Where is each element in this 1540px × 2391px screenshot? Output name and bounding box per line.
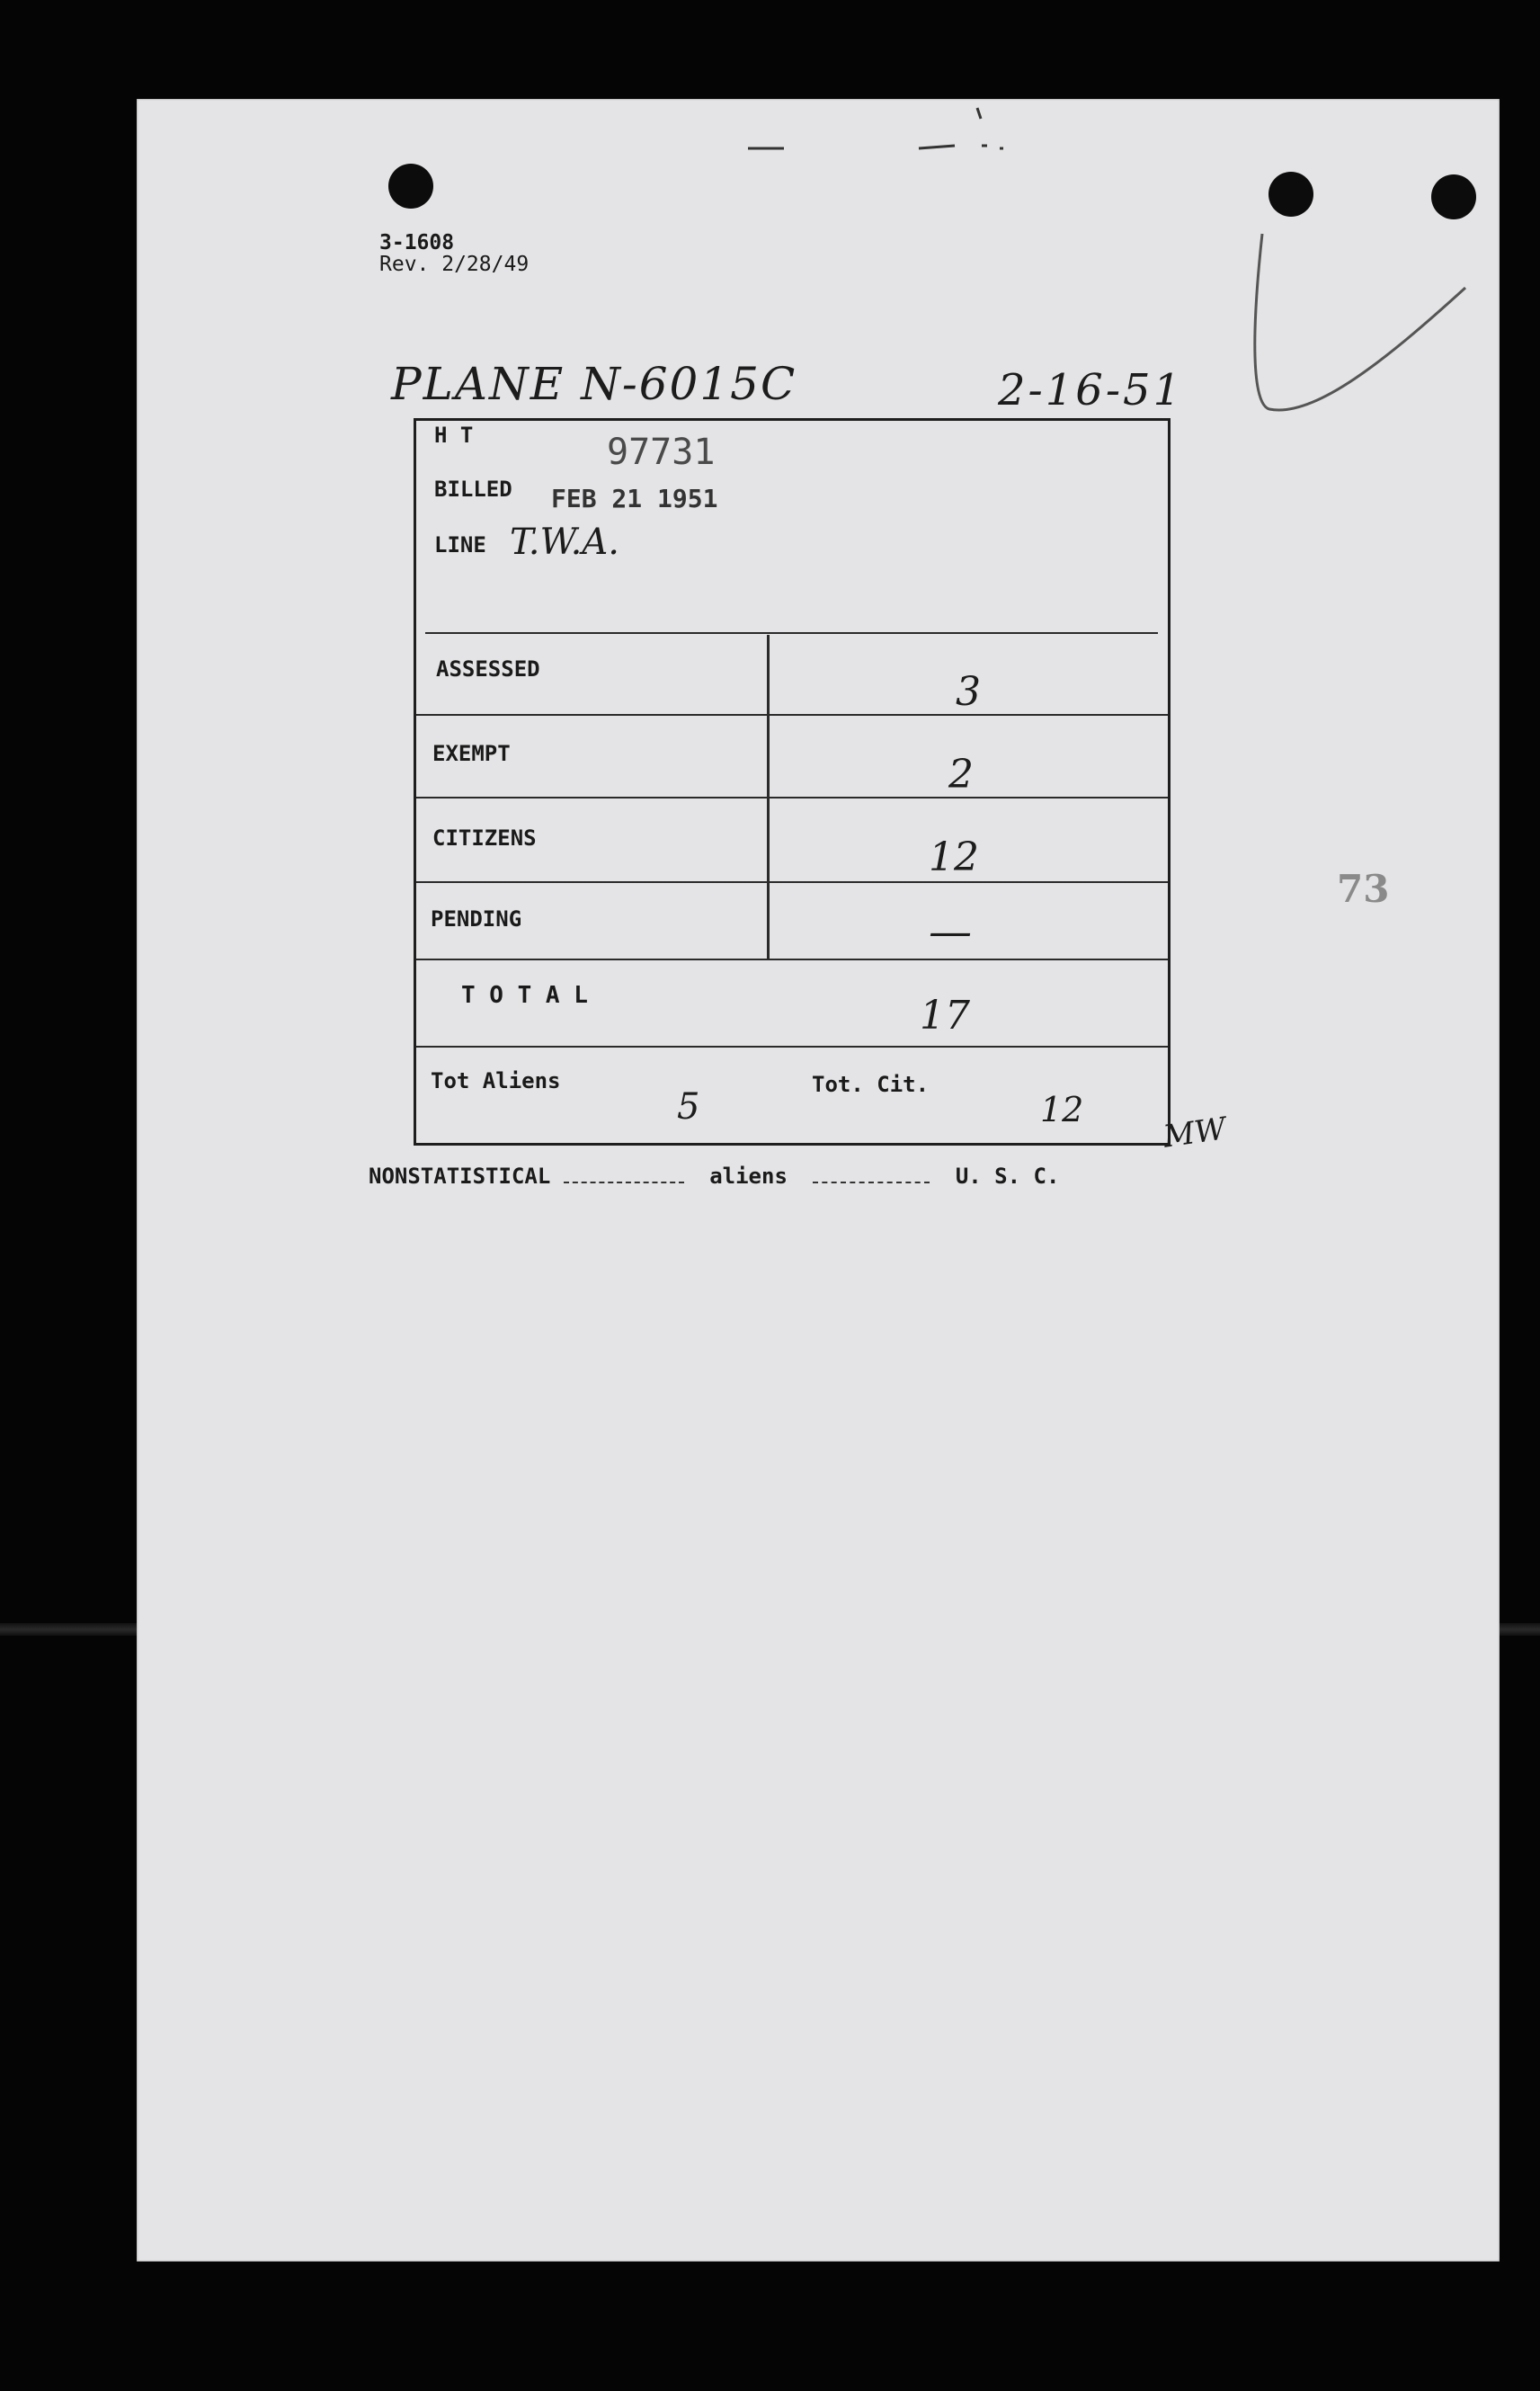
total-citizens-label: Tot. Cit. [812, 1072, 930, 1097]
nonstatistical-blank [564, 1182, 684, 1183]
plane-id: PLANE N-6015C [391, 358, 797, 410]
form-revision: Rev. 2/28/49 [379, 253, 530, 276]
total-value: 17 [920, 993, 970, 1039]
ht-number: 97731 [607, 432, 716, 473]
aliens-blank [813, 1182, 930, 1183]
total-citizens-value: 12 [1040, 1090, 1084, 1129]
punch-hole-left [388, 164, 433, 209]
nonstatistical-line [369, 1164, 1059, 1189]
form-code [379, 232, 529, 275]
ht-label: H T [434, 423, 474, 448]
row-value-pending: — [929, 906, 972, 957]
row-value-citizens: 12 [929, 834, 979, 880]
total-aliens-label: Tot Aliens [431, 1068, 561, 1093]
billed-stamp: FEB 21 1951 [551, 484, 718, 513]
rule-citizens [416, 881, 1168, 883]
row-value-exempt: 2 [948, 752, 974, 798]
rule-assessed [416, 714, 1168, 716]
row-label-exempt: EXEMPT [432, 741, 511, 766]
line-label: LINE [434, 532, 486, 558]
rule-top-section [425, 632, 1158, 634]
total-label: T O T A L [461, 982, 588, 1009]
manifest-table [414, 418, 1171, 1146]
rule-exempt [416, 797, 1168, 798]
clerk-initials: MW [1161, 1111, 1229, 1155]
scan-specks [604, 99, 1072, 162]
column-divider [767, 635, 770, 960]
line-value: T.W.A. [510, 522, 619, 563]
pencil-mark [1251, 225, 1467, 531]
margin-page-number: 73 [1337, 867, 1390, 911]
handwritten-date: 2-16-51 [998, 365, 1184, 415]
billed-label: BILLED [434, 477, 512, 502]
nonstatistical-label: NONSTATISTICAL [369, 1164, 551, 1189]
usc-label: U. S. C. [955, 1164, 1060, 1189]
row-label-pending: PENDING [431, 906, 522, 932]
aliens-label: aliens [709, 1164, 788, 1189]
document-page [137, 99, 1500, 2262]
total-aliens-value: 5 [677, 1086, 700, 1128]
row-label-assessed: ASSESSED [436, 656, 540, 682]
row-label-citizens: CITIZENS [432, 825, 537, 851]
rule-total [416, 1046, 1168, 1048]
punch-hole-right-1 [1268, 172, 1313, 217]
form-number: 3-1608 [379, 231, 455, 254]
punch-hole-right-2 [1431, 174, 1476, 219]
rule-pending [416, 959, 1168, 960]
row-value-assessed: 3 [956, 669, 981, 715]
